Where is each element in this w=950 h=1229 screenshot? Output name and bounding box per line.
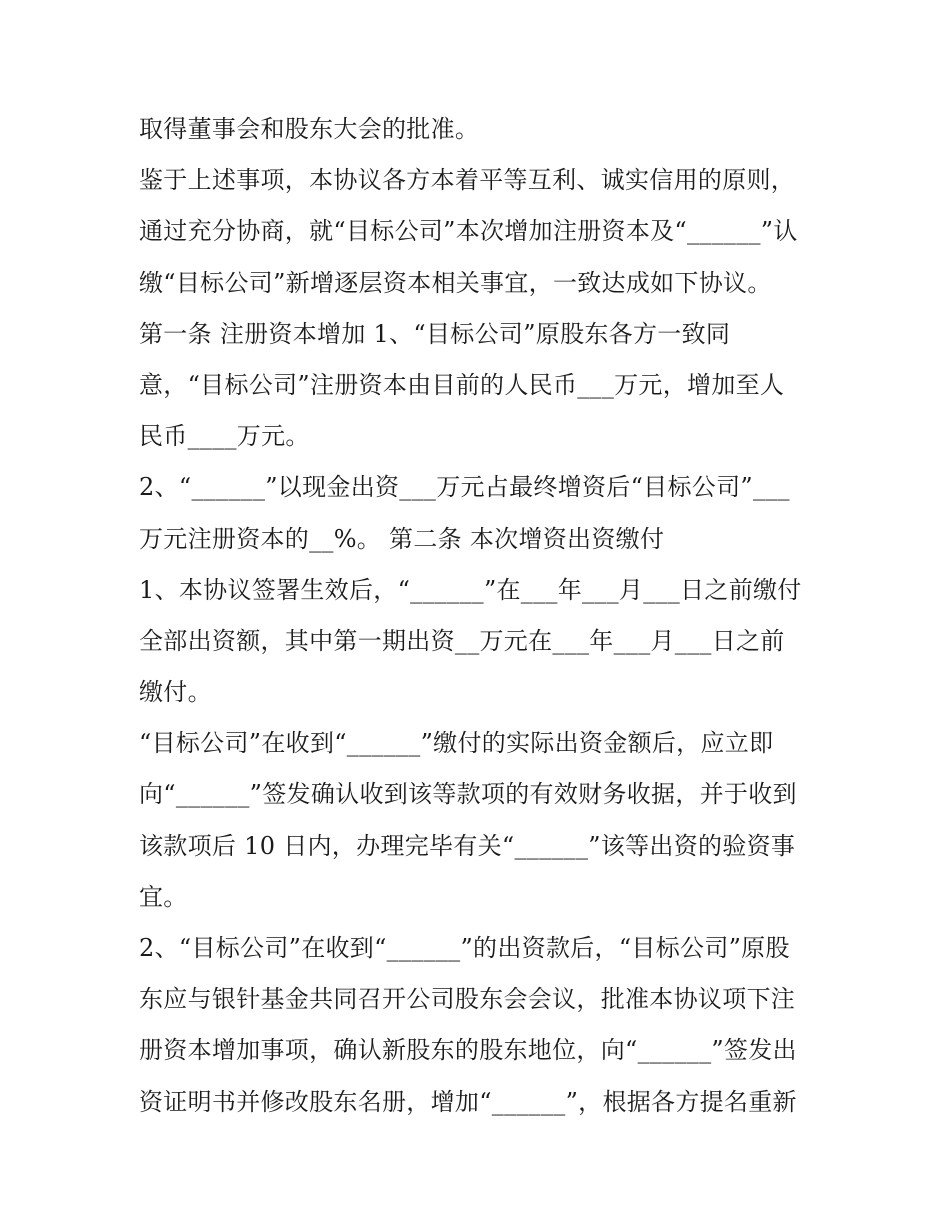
text-line: 缴付。	[139, 678, 212, 707]
text-line: 通过充分协商，就“目标公司”本次增加注册资本及“______”认	[139, 217, 798, 246]
text-line: 该款项后 10 日内，办理完毕有关“______”该等出资的验资事	[139, 831, 796, 860]
text-line: 第一条 注册资本增加 1、“目标公司”原股东各方一致同	[139, 319, 731, 348]
document-body	[139, 104, 839, 1128]
text-line: 东应与银针基金共同召开公司股东会会议，批准本协议项下注	[139, 985, 796, 1014]
text-line: 2、“目标公司”在收到“______”的出资款后，“目标公司”原股	[139, 934, 790, 962]
text-line: “目标公司”在收到“______”缴付的实际出资金额后，应立即	[139, 729, 774, 758]
text-line: 意，“目标公司”注册资本由目前的人民币___万元，增加至人	[139, 370, 785, 399]
text-line: 1、本协议签署生效后，“______”在___年___月___日之前缴付	[139, 575, 802, 604]
text-line: 向“______”签发确认收到该等款项的有效财务收据，并于收到	[139, 780, 797, 809]
text-line: 民币____万元。	[139, 422, 310, 451]
text-line: 资证明书并修改股东名册，增加“______”，根据各方提名重新	[139, 1087, 797, 1116]
text-line: 缴“目标公司”新增逐层资本相关事宜，一致达成如下协议。	[139, 268, 772, 297]
text-line: 鉴于上述事项，本协议各方本着平等互利、诚实信用的原则，	[139, 166, 796, 195]
text-line: 万元注册资本的__%。 第二条 本次增资出资缴付	[139, 524, 665, 553]
text-line: 全部出资额，其中第一期出资__万元在___年___月___日之前	[139, 626, 785, 655]
text-line: 册资本增加事项，确认新股东的股东地位，向“______”签发出	[139, 1036, 797, 1065]
text-line: 2、“______”以现金出资___万元占最终增资后“目标公司”___	[139, 473, 790, 502]
text-line: 取得董事会和股东大会的批准。	[139, 115, 480, 143]
text-line: 宜。	[139, 882, 188, 911]
